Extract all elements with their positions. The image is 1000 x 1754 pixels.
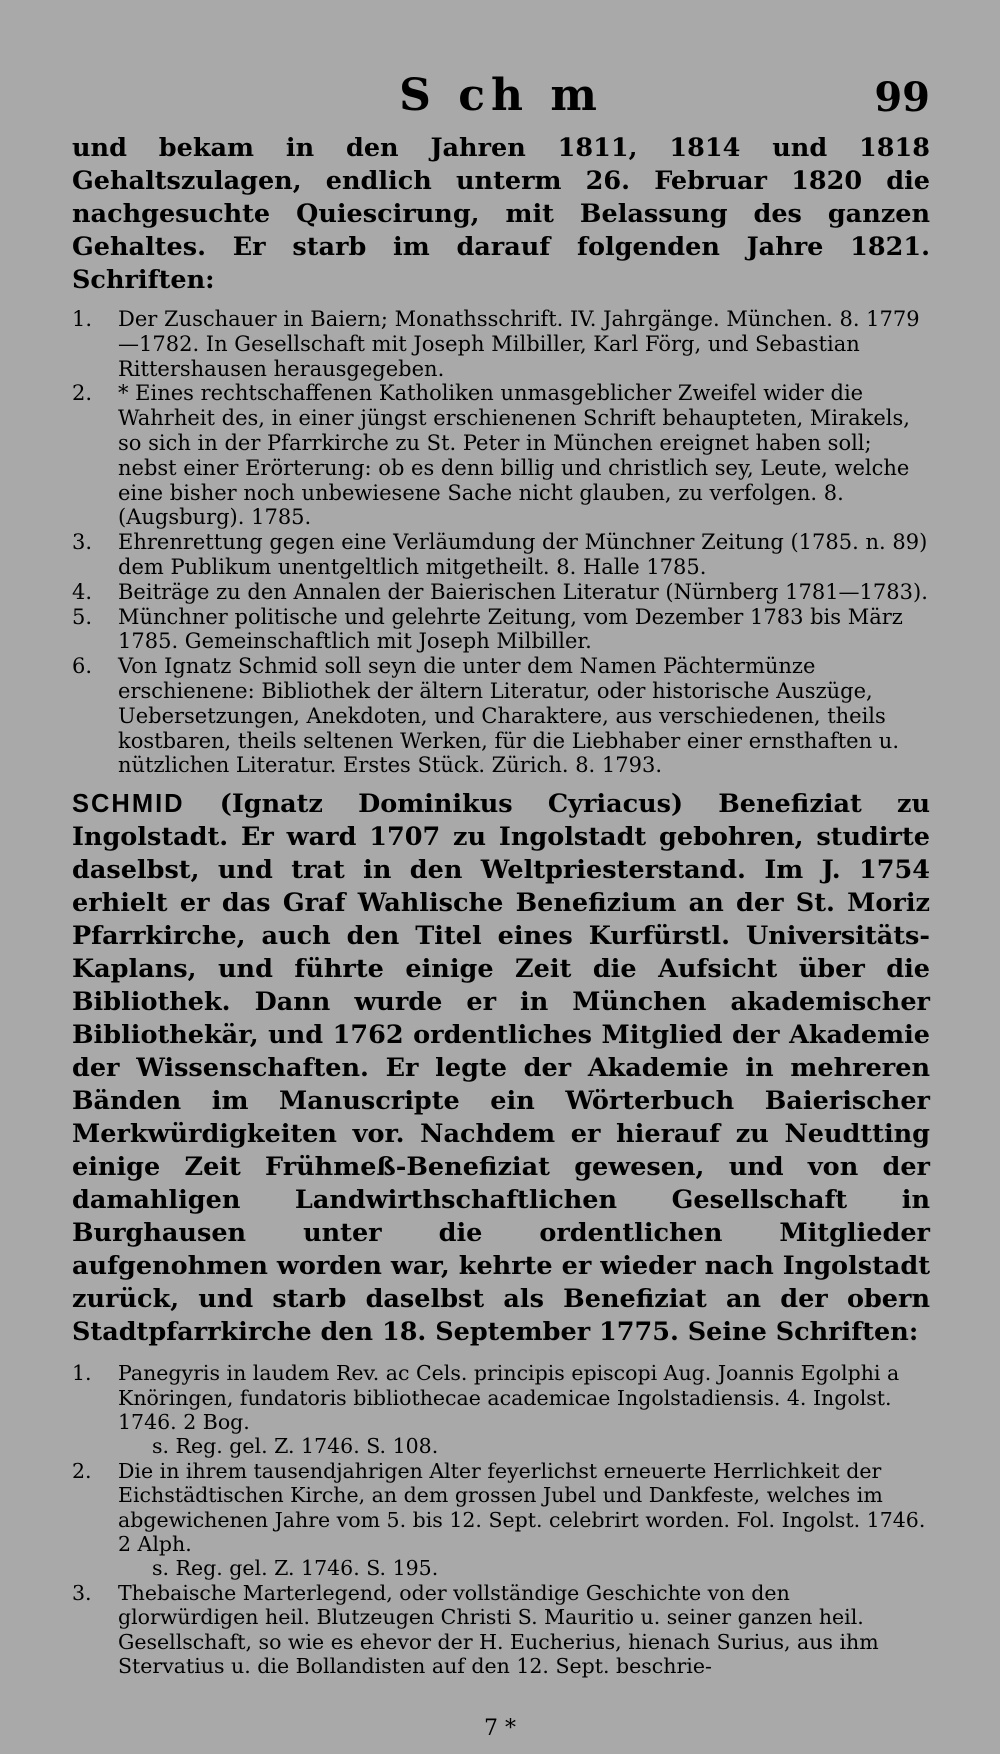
list-item — [72, 1459, 930, 1581]
list-item — [72, 1361, 930, 1459]
item-number: 2. — [72, 381, 93, 406]
citation: s. Reg. gel. Z. 1746. S. 108. — [152, 1434, 439, 1459]
list-item — [72, 605, 930, 655]
item-number: 5. — [72, 604, 93, 629]
list-item — [72, 580, 930, 605]
item-text: Beiträge zu den Annalen der Baierischen Literatur (Nürnberg 1781—1783). — [118, 579, 928, 604]
list-item — [72, 654, 930, 778]
running-head: S ch m — [399, 70, 603, 121]
item-number: 1. — [72, 307, 93, 331]
citation: s. Reg. gel. Z. 1746. S. 195. — [152, 1556, 439, 1581]
intro-paragraph: und bekam in den Jahren 1811, 1814 und 1818 Gehaltszulagen, endlich unterm 26. Februar 1820 die nachgesuchte Quiescirung, mit Belassung des ganzen Gehaltes. Er starb im darauf folgenden Jahre 1821. Schriften: — [72, 133, 930, 295]
page-number: 99 — [874, 74, 930, 121]
item-number: 3. — [72, 530, 93, 555]
item-text: Panegyris in laudem Rev. ac Cels. principis episcopi Aug. Joannis Egolphi a Knöringen, fundatoris bibliothecae academicae Ingolstadiensis. 4. Ingolst. 1746. 2 Bog. — [118, 1361, 900, 1434]
writings-list-1 — [72, 307, 930, 778]
signature-mark: 7 * — [484, 1716, 516, 1741]
list-item — [72, 307, 930, 381]
item-number: 1. — [72, 1361, 92, 1386]
writings-list-2 — [72, 1361, 930, 1678]
item-number: 4. — [72, 579, 93, 604]
entry-text: (Ignatz Dominikus Cyriacus) Benefiziat zu Ingolstadt. Er ward 1707 zu Ingolstadt gebohren, studirte daselbst, und trat in den Weltpriesterstand. Im J. 1754 erhielt er das Graf Wahlische Benefizium an der St. Moriz Pfarrkirche, auch den Titel eines Kurfürstl. Universitäts-Kaplans, und führte einige Zeit die Aufsicht über die Bibliothek. Dann wurde er in München akademischer Bibliothekär, und 1762 ordentliches Mitglied der Akademie der Wissenschaften. Er legte der Akademie in mehreren Bänden im Manuscripte ein Wörterbuch Baierischer Merkwürdigkeiten vor. Nachdem er hierauf zu Neudtting einige Zeit Frühmeß-Benefiziat gewesen, und von der damahligen Landwirthschaftlichen Gesellschaft in Burghausen unter die ordentlichen Mitglieder aufgenohmen worden war, kehrte er wieder nach Ingolstadt zurück, und starb daselbst als Benefiziat an der obern Stadtpfarrkirche den 18. September 1775. Seine Schriften: — [72, 789, 930, 1348]
item-text: Thebaische Marterlegend, oder vollständige Geschichte von den glorwürdigen heil. Blutzeugen Christi S. Mauritio u. seiner ganzen heil. Gesellschaft, so wie es ehevor der H. Eucherius, hienach Surius, aus ihm Stervatius u. die Bollandisten auf den 12. Sept. beschrie- — [118, 1580, 879, 1679]
item-text: Der Zuschauer in Baiern; Monathsschrift. IV. Jahrgänge. München. 8. 1779—1782. In Gesellschaft mit Joseph Milbiller, Karl Förg, und Sebastian Rittershausen herausgegeben. — [118, 307, 920, 381]
item-text: Die in ihrem tausendjahrigen Alter feyerlichst erneuerte Herrlichkeit der Eichstädtischen Kirche, an dem grossen Jubel und Dankfeste, welches im abgewichenen Jahre vom 5. bis 12. Sept. celebrirt worden. Fol. Ingolst. 1746. 2 Alph. — [118, 1458, 926, 1556]
list-item — [72, 530, 930, 580]
item-number: 3. — [72, 1580, 92, 1605]
page-header — [72, 70, 930, 136]
page-body — [72, 132, 930, 1678]
item-text: Von Ignatz Schmid soll seyn die unter dem Namen Pächtermünze erschienene: Bibliothek der ältern Literatur, oder historische Auszüge, Uebersetzungen, Anekdoten, und Charaktere, aus verschiedenen, theils kostbaren, theils seltenen Werken, für die Liebhaber einer ernsthaften u. nützlichen Literatur. Erstes Stück. Zürich. 8. 1793. — [118, 654, 900, 778]
item-text: Ehrenrettung gegen eine Verläumdung der Münchner Zeitung (1785. n. 89) dem Publikum unentgeltlich mitgetheilt. 8. Halle 1785. — [118, 530, 928, 579]
item-text: Münchner politische und gelehrte Zeitung, vom Dezember 1783 bis März 1785. Gemeinschaftlich mit Joseph Milbiller. — [118, 604, 903, 654]
item-number: 2. — [72, 1458, 92, 1483]
list-item — [72, 381, 930, 530]
item-text: * Eines rechtschaffenen Katholiken unmasgeblicher Zweifel wider die Wahrheit des, in einer jüngst erschienenen Schrift behaupteten, Mirakels, so sich in der Pfarrkirche zu St. Peter in München ereignet haben soll; nebst einer Erörterung: ob es denn billig und christlich sey, Leute, welche eine bisher noch unbewiesene Sache nicht glauben, zu verfolgen. 8. (Augsburg). 1785. — [118, 381, 910, 530]
list-item — [72, 1581, 930, 1679]
item-number: 6. — [72, 654, 93, 679]
entry-schmid — [72, 788, 930, 1349]
entry-name: SCHMID — [72, 790, 185, 819]
